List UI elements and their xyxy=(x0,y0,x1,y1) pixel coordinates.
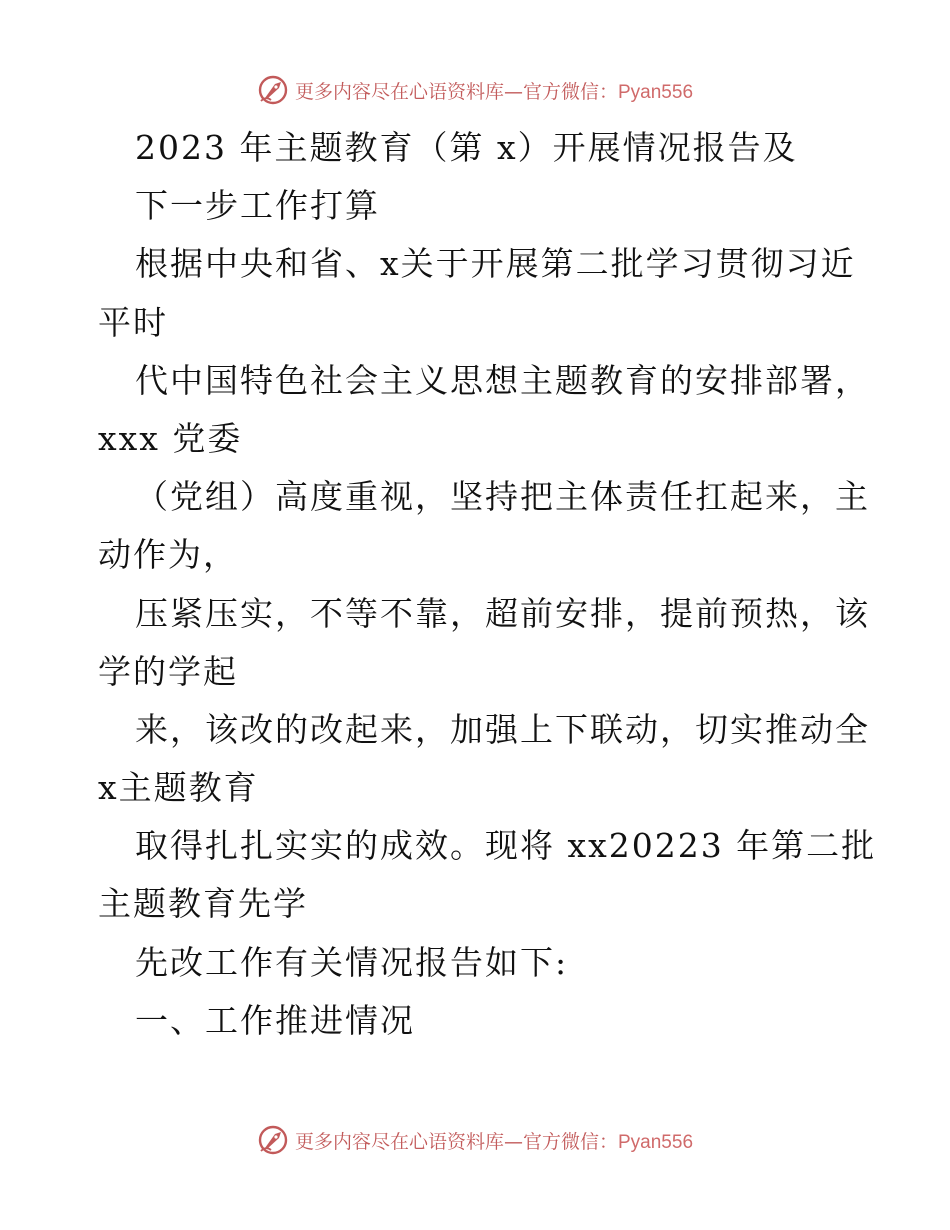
pen-nib-logo-icon xyxy=(257,1124,289,1156)
watermark-code: Pyan556 xyxy=(618,1131,694,1153)
watermark-dash: — xyxy=(503,1130,523,1153)
watermark-suffix: 官方微信： xyxy=(522,1130,618,1153)
watermark-text xyxy=(295,77,693,104)
document-body xyxy=(98,119,877,1050)
watermark-main: 更多内容尽在心语资料库 xyxy=(294,80,504,103)
watermark-dash: — xyxy=(503,80,523,103)
pen-nib-logo-icon xyxy=(257,74,289,106)
watermark-main: 更多内容尽在心语资料库 xyxy=(294,1130,504,1153)
doc-paragraph-line: 动作为， xyxy=(98,535,238,575)
doc-section-heading: 一、工作推进情况 xyxy=(135,1000,415,1040)
doc-paragraph-line: 压紧压实，不等不靠，超前安排，提前预热，该 xyxy=(135,593,870,633)
doc-paragraph-line: （党组）高度重视，坚持把主体责任扛起来，主 xyxy=(135,477,870,517)
watermark-suffix: 官方微信： xyxy=(522,80,618,103)
header-watermark-banner xyxy=(0,70,950,110)
doc-paragraph-line: 平时 xyxy=(98,302,168,342)
footer-watermark-banner xyxy=(0,1120,950,1160)
watermark-code: Pyan556 xyxy=(618,81,694,103)
doc-title-line-2: 下一步工作打算 xyxy=(135,186,380,226)
doc-paragraph-line: xxx 党委 xyxy=(98,418,243,458)
doc-paragraph-line: 主题教育先学 xyxy=(98,884,308,924)
doc-paragraph-line: 来，该改的改起来，加强上下联动，切实推动全 xyxy=(135,709,870,749)
doc-paragraph-line: 代中国特色社会主义思想主题教育的安排部署， xyxy=(135,360,870,400)
doc-title-line-1: 2023 年主题教育（第 x）开展情况报告及 xyxy=(135,128,798,167)
doc-paragraph-line: 先改工作有关情况报告如下: xyxy=(135,942,569,982)
doc-paragraph-line: 取得扎扎实实的成效。现将 xx20223 年第二批 xyxy=(135,826,877,866)
doc-paragraph-line: 学的学起 xyxy=(98,651,238,691)
watermark-text xyxy=(295,1127,693,1154)
doc-paragraph-line: 根据中央和省、x关于开展第二批学习贯彻习近 xyxy=(135,244,856,284)
doc-paragraph-line: x主题教育 xyxy=(98,768,259,808)
